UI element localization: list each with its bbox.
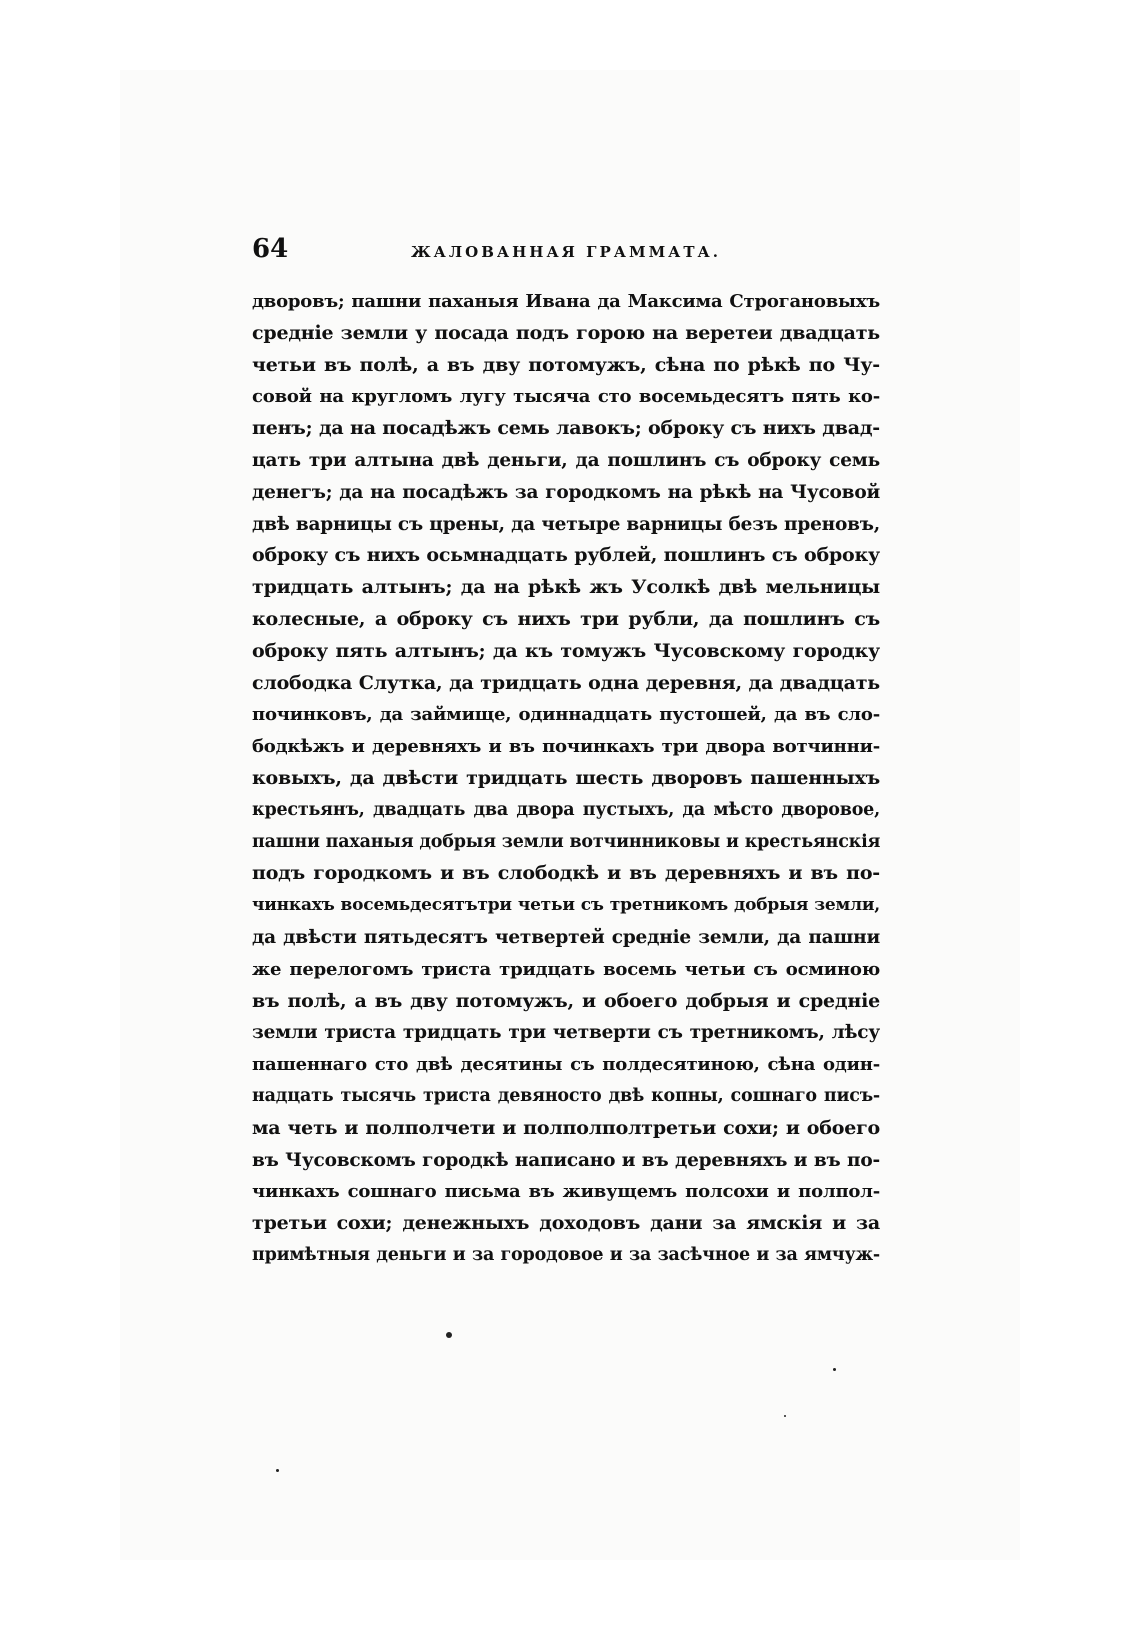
text-line: цать три алтына двѣ деньги, да пошлинъ съ оброку семь xyxy=(252,449,880,471)
text-line: тридцать алтынъ; да на рѣкѣ жъ Усолкѣ двѣ мельницы xyxy=(252,576,880,599)
text-line: дворовъ; пашни паханыя Ивана да Максима Строгановыхъ xyxy=(252,291,880,312)
text-line: починковъ, да займище, одиннадцать пустошей, да въ сло- xyxy=(252,704,880,726)
ink-speck xyxy=(276,1469,279,1472)
ink-speck xyxy=(833,1368,836,1371)
text-line: оброку пять алтынъ; да къ томужъ Чусовскому городку xyxy=(252,639,880,662)
text-line: бодкѣжъ и деревняхъ и въ починкахъ три двора вотчинни- xyxy=(252,736,880,758)
text-line: слободка Слутка, да тридцать одна деревня, да двадцать xyxy=(252,671,880,694)
text-line: крестьянъ, двадцать два двора пустыхъ, да мѣсто дворовое, xyxy=(252,799,880,820)
text-line: же перелогомъ триста тридцать восемь четьи съ осминою xyxy=(252,958,880,980)
text-line: третьи сохи; денежныхъ доходовъ дани за ямскія и за xyxy=(252,1212,880,1235)
running-title: ЖАЛОВАННАЯ ГРАММАТА. xyxy=(410,243,721,261)
text-line: чинкахъ сошнаго письма въ живущемъ полсохи и полпол- xyxy=(252,1181,880,1203)
text-line: подъ городкомъ и въ слободкѣ и въ деревняхъ и въ по- xyxy=(252,862,880,885)
text-line: въ полѣ, а въ дву потомужъ, и обоего добрыя и средніе xyxy=(252,989,880,1012)
page-number: 64 xyxy=(252,234,289,264)
text-line: колесные, а оброку съ нихъ три рубли, да пошлинъ съ xyxy=(252,607,880,630)
text-line: земли триста тридцать три четверти съ третникомъ, лѣсу xyxy=(252,1022,880,1044)
text-line: да двѣсти пятьдесятъ четвертей средніе земли, да пашни xyxy=(252,926,880,948)
text-line: денегъ; да на посадѣжъ за городкомъ на рѣкѣ на Чусовой xyxy=(252,481,880,503)
ink-speck xyxy=(784,1415,786,1417)
page-header xyxy=(252,234,880,274)
text-line: совой на кругломъ лугу тысяча сто восемьдесятъ пять ко- xyxy=(252,386,880,408)
text-line: въ Чусовскомъ городкѣ написано и въ деревняхъ и въ по- xyxy=(252,1149,880,1171)
text-line: ковыхъ, да двѣсти тридцать шесть дворовъ пашенныхъ xyxy=(252,766,880,789)
text-line: оброку съ нихъ осьмнадцать рублей, пошлинъ съ оброку xyxy=(252,544,880,567)
text-line: четьи въ полѣ, а въ дву потомужъ, сѣна по рѣкѣ по Чу- xyxy=(252,353,880,376)
text-line: пашни паханыя добрыя земли вотчинниковы и крестьянскія xyxy=(252,831,880,852)
text-line: пашеннаго сто двѣ десятины съ полдесятиною, сѣна один- xyxy=(252,1054,880,1076)
text-line: примѣтныя деньги и за городовое и за засѣчное и за ямчуж- xyxy=(252,1244,880,1265)
text-line: чинкахъ восемьдесятътри четьи съ третникомъ добрыя земли, xyxy=(252,895,880,916)
text-line: надцать тысячь триста девяносто двѣ копны, сошнаго писъ- xyxy=(252,1085,880,1106)
ink-speck xyxy=(446,1332,452,1338)
text-line: пенъ; да на посадѣжъ семь лавокъ; оброку съ нихъ двад- xyxy=(252,417,880,440)
text-line: средніе земли у посада подъ горою на веретеи двадцать xyxy=(252,321,880,344)
text-line: ма четь и полполчети и полполполтретьи сохи; и обоего xyxy=(252,1116,880,1139)
body-text xyxy=(252,286,880,1272)
text-line: двѣ варницы съ црены, да четыре варницы безъ преновъ, xyxy=(252,513,880,535)
